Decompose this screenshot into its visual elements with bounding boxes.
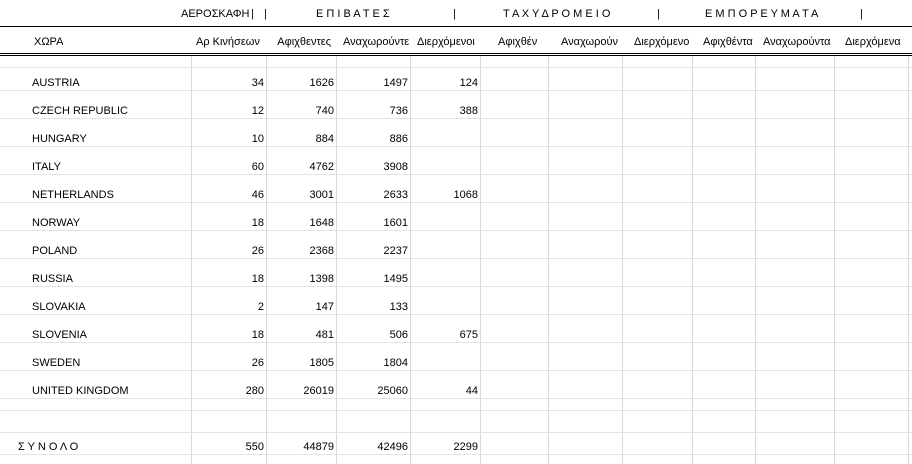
- group-separator: |: [453, 8, 456, 20]
- group-separator: |: [251, 8, 254, 20]
- col-header-mail-arrivals: Αφιχθέν: [498, 36, 538, 48]
- movements-cell[interactable]: 2: [257, 301, 264, 313]
- group-aircraft: ΑΕΡΟΣΚΑΦΗ: [181, 8, 250, 20]
- col-header-mail-departures: Αναχωρούν: [561, 36, 618, 48]
- country-cell[interactable]: SLOVENIA: [32, 329, 88, 341]
- arrivals-cell[interactable]: 26019: [303, 385, 334, 397]
- grid-row-line: [0, 314, 912, 315]
- country-cell[interactable]: UNITED KINGDOM: [32, 385, 129, 397]
- country-cell[interactable]: NETHERLANDS: [32, 189, 114, 201]
- col-header-transit: Διερχόμενοι: [417, 36, 475, 48]
- movements-cell[interactable]: 26: [251, 357, 264, 369]
- col-header-movements: Αρ Κινήσεων: [196, 36, 260, 48]
- group-separator: |: [657, 8, 660, 20]
- departures-cell[interactable]: 736: [389, 105, 408, 117]
- arrivals-cell[interactable]: 740: [315, 105, 334, 117]
- departures-cell[interactable]: 1601: [383, 217, 408, 229]
- total-arrivals-cell[interactable]: 44879: [303, 441, 334, 453]
- total-label[interactable]: Σ Υ Ν Ο Λ Ο: [18, 441, 79, 453]
- grid-row-line: [0, 454, 912, 455]
- country-cell[interactable]: ITALY: [32, 161, 61, 173]
- col-header-cargo-departures: Αναχωρούντα: [763, 36, 831, 48]
- country-cell[interactable]: SWEDEN: [32, 357, 81, 369]
- arrivals-cell[interactable]: 3001: [309, 189, 334, 201]
- departures-cell[interactable]: 133: [389, 301, 408, 313]
- arrivals-cell[interactable]: 1398: [309, 273, 334, 285]
- country-cell[interactable]: NORWAY: [32, 217, 81, 229]
- transit-cell[interactable]: 675: [459, 329, 478, 341]
- arrivals-cell[interactable]: 1805: [309, 357, 334, 369]
- transit-cell[interactable]: 388: [459, 105, 478, 117]
- transit-cell[interactable]: [411, 244, 478, 258]
- column-header-rule-top: [0, 53, 912, 54]
- grid-row-line: [0, 146, 912, 147]
- grid-row-line: [0, 342, 912, 343]
- group-mail: Τ Α Χ Υ Δ Ρ Ο Μ Ε Ι Ο: [503, 8, 611, 20]
- country-cell[interactable]: RUSSIA: [32, 273, 73, 285]
- arrivals-cell[interactable]: 1648: [309, 217, 334, 229]
- arrivals-cell[interactable]: 4762: [309, 161, 334, 173]
- departures-cell[interactable]: 506: [389, 329, 408, 341]
- transit-cell[interactable]: [411, 216, 478, 230]
- col-header-cargo-transit: Διερχόμενα: [845, 36, 901, 48]
- arrivals-cell[interactable]: 481: [315, 329, 334, 341]
- movements-cell[interactable]: 10: [251, 133, 264, 145]
- country-cell[interactable]: HUNGARY: [32, 133, 87, 145]
- arrivals-cell[interactable]: 1626: [309, 77, 334, 89]
- movements-cell[interactable]: 34: [251, 77, 264, 89]
- movements-cell[interactable]: 18: [251, 329, 264, 341]
- grid-row-line: [0, 432, 912, 433]
- movements-cell[interactable]: 12: [251, 105, 264, 117]
- grid-row-line: [0, 410, 912, 411]
- country-cell[interactable]: CZECH REPUBLIC: [32, 105, 128, 117]
- column-header-rule-bottom: [0, 55, 912, 56]
- arrivals-cell[interactable]: 2368: [309, 245, 334, 257]
- col-header-mail-transit: Διερχόμενο: [634, 36, 690, 48]
- total-movements-cell[interactable]: 550: [245, 441, 264, 453]
- departures-cell[interactable]: 3908: [383, 161, 408, 173]
- transit-cell[interactable]: [411, 272, 478, 286]
- grid-row-line: [0, 370, 912, 371]
- grid-row-line: [0, 230, 912, 231]
- movements-cell[interactable]: 46: [251, 189, 264, 201]
- group-cargo: Ε Μ Π Ο Ρ Ε Υ Μ Α Τ Α: [705, 8, 819, 20]
- group-separator: |: [860, 8, 863, 20]
- departures-cell[interactable]: 1495: [383, 273, 408, 285]
- arrivals-cell[interactable]: 884: [315, 133, 334, 145]
- movements-cell[interactable]: 18: [251, 273, 264, 285]
- country-cell[interactable]: SLOVAKIA: [32, 301, 86, 313]
- grid-row-line: [0, 202, 912, 203]
- transit-cell[interactable]: 1068: [453, 189, 478, 201]
- transit-cell[interactable]: 124: [459, 77, 478, 89]
- departures-cell[interactable]: 1497: [383, 77, 408, 89]
- col-header-arrivals: Αφιχθεντες: [277, 36, 331, 48]
- header-rule: [0, 26, 912, 27]
- grid-row-line: [0, 174, 912, 175]
- grid-row-line: [0, 286, 912, 287]
- transit-cell[interactable]: [411, 160, 478, 174]
- transit-cell[interactable]: [411, 300, 478, 314]
- transit-cell[interactable]: 44: [465, 385, 478, 397]
- departures-cell[interactable]: 886: [389, 133, 408, 145]
- transit-cell[interactable]: [411, 132, 478, 146]
- col-header-departures: Αναχωρούντε: [343, 36, 410, 48]
- movements-cell[interactable]: 18: [251, 217, 264, 229]
- departures-cell[interactable]: 2633: [383, 189, 408, 201]
- movements-cell[interactable]: 60: [251, 161, 264, 173]
- departures-cell[interactable]: 1804: [383, 357, 408, 369]
- movements-cell[interactable]: 280: [245, 385, 264, 397]
- departures-cell[interactable]: 2237: [383, 245, 408, 257]
- transit-cell[interactable]: [411, 356, 478, 370]
- grid-row-line: [0, 398, 912, 399]
- grid-row-line: [0, 118, 912, 119]
- departures-cell[interactable]: 25060: [377, 385, 408, 397]
- group-passengers: Ε Π Ι Β Α Τ Ε Σ: [316, 8, 390, 20]
- col-header-country: ΧΩΡΑ: [34, 36, 64, 48]
- grid-row-line: [0, 90, 912, 91]
- total-departures-cell[interactable]: 42496: [377, 441, 408, 453]
- group-separator: |: [264, 8, 267, 20]
- movements-cell[interactable]: 26: [251, 245, 264, 257]
- country-cell[interactable]: POLAND: [32, 245, 78, 257]
- arrivals-cell[interactable]: 147: [315, 301, 334, 313]
- grid-row-line: [0, 67, 912, 68]
- country-cell[interactable]: AUSTRIA: [32, 77, 80, 89]
- col-header-cargo-arrivals: Αφιχθέντα: [703, 36, 753, 48]
- total-transit-cell[interactable]: 2299: [453, 441, 478, 453]
- grid-row-line: [0, 258, 912, 259]
